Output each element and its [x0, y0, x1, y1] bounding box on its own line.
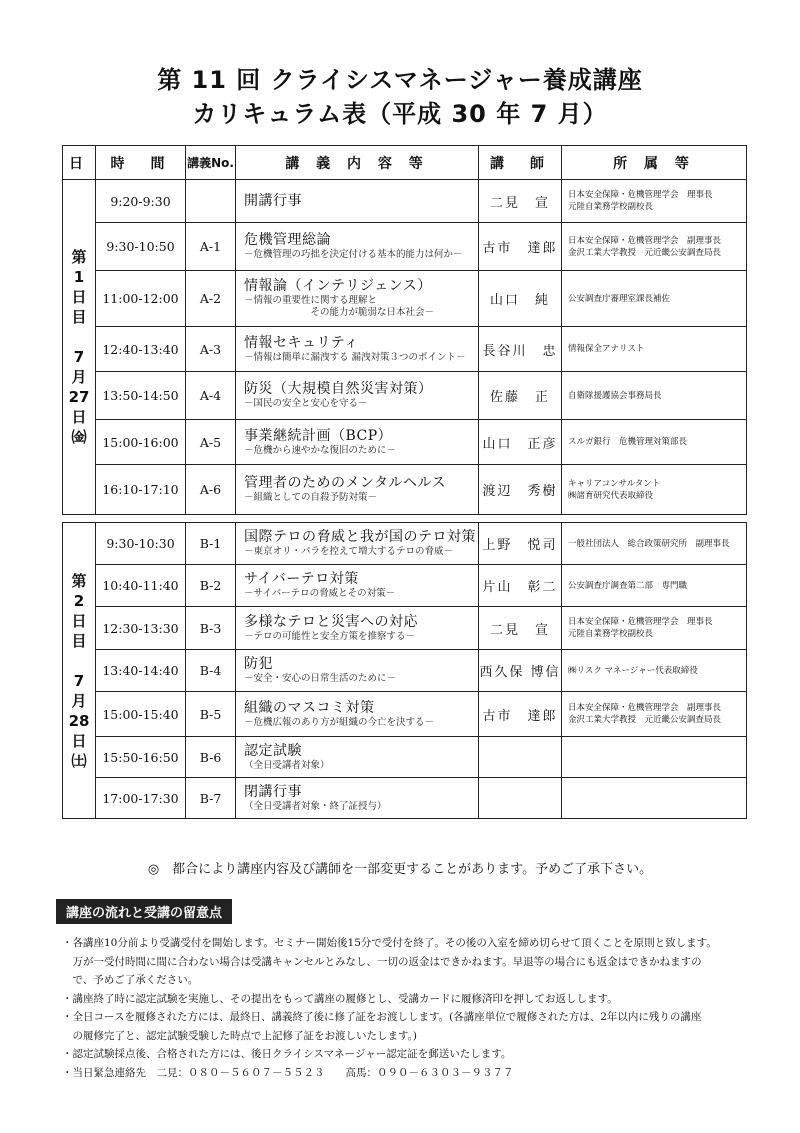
- table-row: [63, 180, 747, 223]
- day-separator: [63, 515, 747, 523]
- note-item: ・認定試験採点後、合格された方には、後日クライシスマネージャー認定証を郵送いたします。: [62, 1048, 512, 1060]
- table-row: [63, 565, 747, 607]
- time-cell: 9:30-10:30: [96, 523, 186, 565]
- day-label-cell: [63, 523, 96, 819]
- table-row: [63, 271, 747, 327]
- lecturer-name: 佐藤 正: [479, 372, 562, 420]
- lecture-code: A-4: [186, 372, 236, 420]
- time-cell: 9:20-9:30: [96, 180, 186, 223]
- lecture-title: 防犯: [244, 656, 273, 672]
- header-lecturer: 講 師: [479, 146, 562, 180]
- time-cell: 9:30-10:50: [96, 223, 186, 271]
- change-note: ◎ 都合により講座内容及び講師を一部変更することがあります。予めご了承下さい。: [147, 862, 653, 877]
- lecture-subtitle: －組織としての自殺予防対策－: [244, 492, 378, 503]
- lecture-code: A-6: [186, 465, 236, 515]
- time-cell: 10:40-11:40: [96, 565, 186, 607]
- time-cell: 12:40-13:40: [96, 327, 186, 372]
- table-row: [63, 523, 747, 565]
- lecture-subtitle: －危機広報のあり方が組織の今亡を決する－: [244, 716, 435, 728]
- lecture-title: 国際テロの脅威と我が国のテロ対策: [244, 529, 476, 545]
- curriculum-table: [62, 145, 747, 819]
- lecturer-name: 上野 悦司: [479, 523, 562, 565]
- lecturer-name: 二見 宣: [479, 180, 562, 223]
- lecturer-name: 山口 純: [479, 271, 562, 327]
- affiliation: 日本安全保障・危機管理学会 理事長 元陸自業務学校副校長: [562, 180, 747, 223]
- lecturer-name: 山口 正彦: [479, 420, 562, 465]
- lecture-code: B-1: [186, 523, 236, 565]
- table-row: [63, 650, 747, 692]
- affiliation: [562, 778, 747, 819]
- section-heading: 講座の流れと受講の留意点: [56, 899, 232, 924]
- lecture-code: B-2: [186, 565, 236, 607]
- lecture-code: B-5: [186, 692, 236, 737]
- time-cell: 16:10-17:10: [96, 465, 186, 515]
- lecturer-name: 渡辺 秀樹: [479, 465, 562, 515]
- note-item: ・当日緊急連絡先 二見：０８０－５６０７－５５２３ 高馬：０９０－６３０３－９３７７: [62, 1066, 514, 1079]
- lecture-content: [236, 327, 479, 372]
- lecture-content: [236, 607, 479, 650]
- lecture-content: [236, 692, 479, 737]
- page-title: 第 11 回 クライシスマネージャー養成講座: [157, 66, 643, 94]
- lecturer-name: 片山 彰二: [479, 565, 562, 607]
- header-day: 日: [63, 146, 96, 180]
- time-cell: 15:00-15:40: [96, 692, 186, 737]
- lecture-code: A-1: [186, 223, 236, 271]
- table-row: [63, 372, 747, 420]
- lecture-content: [236, 737, 479, 778]
- lecture-title: サイバーテロ対策: [244, 571, 359, 587]
- lecture-title: 認定試験: [244, 742, 302, 759]
- lecture-subtitle: （全日受講者対象・終了証授与）: [244, 800, 387, 812]
- lecturer-name: 二見 宣: [479, 607, 562, 650]
- lecture-title: 管理者のためのメンタルヘルス: [244, 475, 447, 491]
- day-label-cell: [63, 180, 96, 515]
- lecture-subtitle: －サイバーテロの脅威とその対策－: [244, 588, 396, 599]
- affiliation: 自衛隊援護協会事務局長: [562, 372, 747, 420]
- lecturer-name: 古市 達郎: [479, 223, 562, 271]
- lecture-subtitle: －安全・安心の日常生活のために－: [244, 673, 397, 684]
- notes-list: [62, 934, 752, 1082]
- affiliation: キャリアコンサルタント ㈱諸育研究代表取締役: [562, 465, 747, 515]
- affiliation: 日本安全保障・危機管理学会 副理事長 金沢工業大学教授 元近畿公安調査局長: [562, 692, 747, 737]
- table-row: [63, 778, 747, 819]
- table-row: [63, 465, 747, 515]
- lecture-subtitle: －東京オリ・パラを控えて増大するテロの脅威－: [244, 546, 454, 557]
- lecture-title: 事業継続計画（BCP）: [244, 427, 393, 444]
- page-subtitle: カリキュラム表（平成 30 年 7 月）: [192, 100, 608, 128]
- affiliation: 一般社団法人 総合政策研究所 副理事長: [562, 523, 747, 565]
- table-row: [63, 607, 747, 650]
- lecture-content: [236, 523, 479, 565]
- lecture-code: A-3: [186, 327, 236, 372]
- lecture-title: 防災（大規模自然災害対策）: [244, 381, 433, 397]
- affiliation: 日本安全保障・危機管理学会 副理事長 金沢工業大学教授 元近畿公安調査局長: [562, 223, 747, 271]
- time-cell: 13:40-14:40: [96, 650, 186, 692]
- lecture-subtitle: －危機から速やかな復旧のために－: [244, 444, 397, 456]
- time-cell: 15:50-16:50: [96, 737, 186, 778]
- affiliation: 情報保全アナリスト: [562, 327, 747, 372]
- lecture-code: A-5: [186, 420, 236, 465]
- lecture-content: [236, 465, 479, 515]
- note-item: ・各講座10分前より受講受付を開始します。セミナー開始後15分で受付を終了。その後の入室を締め切らせて頂くことを原則と致します。 万が一受付時間に間に合わない場合は受講キャンセルとみなし、一切の返金はできかねます。早退等の場合にも返金はできかねますの で、予めご了承ください。: [62, 937, 717, 986]
- lecturer-name: [479, 737, 562, 778]
- table-row: [63, 737, 747, 778]
- lecture-title: 危機管理総論: [244, 232, 331, 248]
- header-content: 講 義 内 容 等: [236, 146, 479, 180]
- time-cell: 12:30-13:30: [96, 607, 186, 650]
- lecture-title: 情報論（インテリジェンス）: [244, 278, 432, 294]
- lecture-code: B-4: [186, 650, 236, 692]
- lecture-content: [236, 565, 479, 607]
- time-cell: 17:00-17:30: [96, 778, 186, 819]
- header-affiliation: 所 属 等: [562, 146, 747, 180]
- lecture-content: [236, 650, 479, 692]
- lecture-code: A-2: [186, 271, 236, 327]
- lecture-title: 開講行事: [244, 192, 302, 209]
- lecture-subtitle: －国民の安全と安心を守る－: [244, 398, 368, 409]
- table-header-row: [63, 146, 747, 180]
- lecture-title: 閉講行事: [244, 783, 302, 800]
- lecturer-name: 古市 達郎: [479, 692, 562, 737]
- lecture-subtitle: －情報の重要性に関する理解と その能力が脆弱な日本社会－: [244, 295, 435, 318]
- table-row: [63, 692, 747, 737]
- day-label: 第 1 日 目 7 月 27 日 ㈮: [68, 248, 90, 446]
- lecturer-name: 長谷川 忠: [479, 327, 562, 372]
- lecturer-name: 西久保 博信: [479, 650, 562, 692]
- affiliation: 公安調査庁審理室課長補佐: [562, 271, 747, 327]
- header-time: 時 間: [96, 146, 186, 180]
- affiliation: ㈱リスク マネージャー代表取締役: [562, 650, 747, 692]
- affiliation: スルガ銀行 危機管理対策部長: [562, 420, 747, 465]
- lecture-content: [236, 420, 479, 465]
- lecture-content: [236, 372, 479, 420]
- time-cell: 11:00-12:00: [96, 271, 186, 327]
- affiliation: 公安調査庁調査第二部 専門職: [562, 565, 747, 607]
- lecture-code: B-7: [186, 778, 236, 819]
- table-row: [63, 420, 747, 465]
- lecture-title: 多様なテロと災害への対応: [244, 613, 418, 630]
- lecture-content: [236, 778, 479, 819]
- lecture-title: 情報セキュリティ: [244, 334, 359, 351]
- time-cell: 13:50-14:50: [96, 372, 186, 420]
- table-row: [63, 327, 747, 372]
- lecture-subtitle: －情報は簡単に漏洩する 漏洩対策３つのポイント－: [244, 351, 466, 363]
- lecture-content: [236, 180, 479, 223]
- lecture-code: B-3: [186, 607, 236, 650]
- time-cell: 15:00-16:00: [96, 420, 186, 465]
- lecture-title: 組織のマスコミ対策: [244, 699, 375, 716]
- affiliation: [562, 737, 747, 778]
- affiliation: 日本安全保障・危機管理学会 理事長 元陸自業務学校副校長: [562, 607, 747, 650]
- lecture-content: [236, 223, 479, 271]
- lecture-code: B-6: [186, 737, 236, 778]
- note-item: ・全日コースを履修された方には、最終日、講義終了後に修了証をお渡しします。(各講座単位で履修された方は、2年以内に残りの講座 の履修完了と、認定試験受験した時点で上記修了証をお渡しいたします。): [62, 1011, 702, 1042]
- lecture-subtitle: －危機管理の巧拙を決定付ける基本的能力は何か－: [244, 249, 463, 260]
- lecture-subtitle: －テロの可能性と安全方策を推察する－: [244, 630, 416, 642]
- lecture-subtitle: （全日受講者対象）: [244, 759, 330, 771]
- lecturer-name: [479, 778, 562, 819]
- lecture-content: [236, 271, 479, 327]
- note-item: ・講座終了時に認定試験を実施し、その提出をもって講座の履修とし、受講カードに履修済印を押してお返しします。: [62, 992, 618, 1005]
- header-no: 講義No.: [186, 146, 236, 180]
- lecture-code: [186, 180, 236, 223]
- table-row: [63, 223, 747, 271]
- day-label: 第 2 日 目 7 月 28 日 ㈯: [68, 571, 90, 770]
